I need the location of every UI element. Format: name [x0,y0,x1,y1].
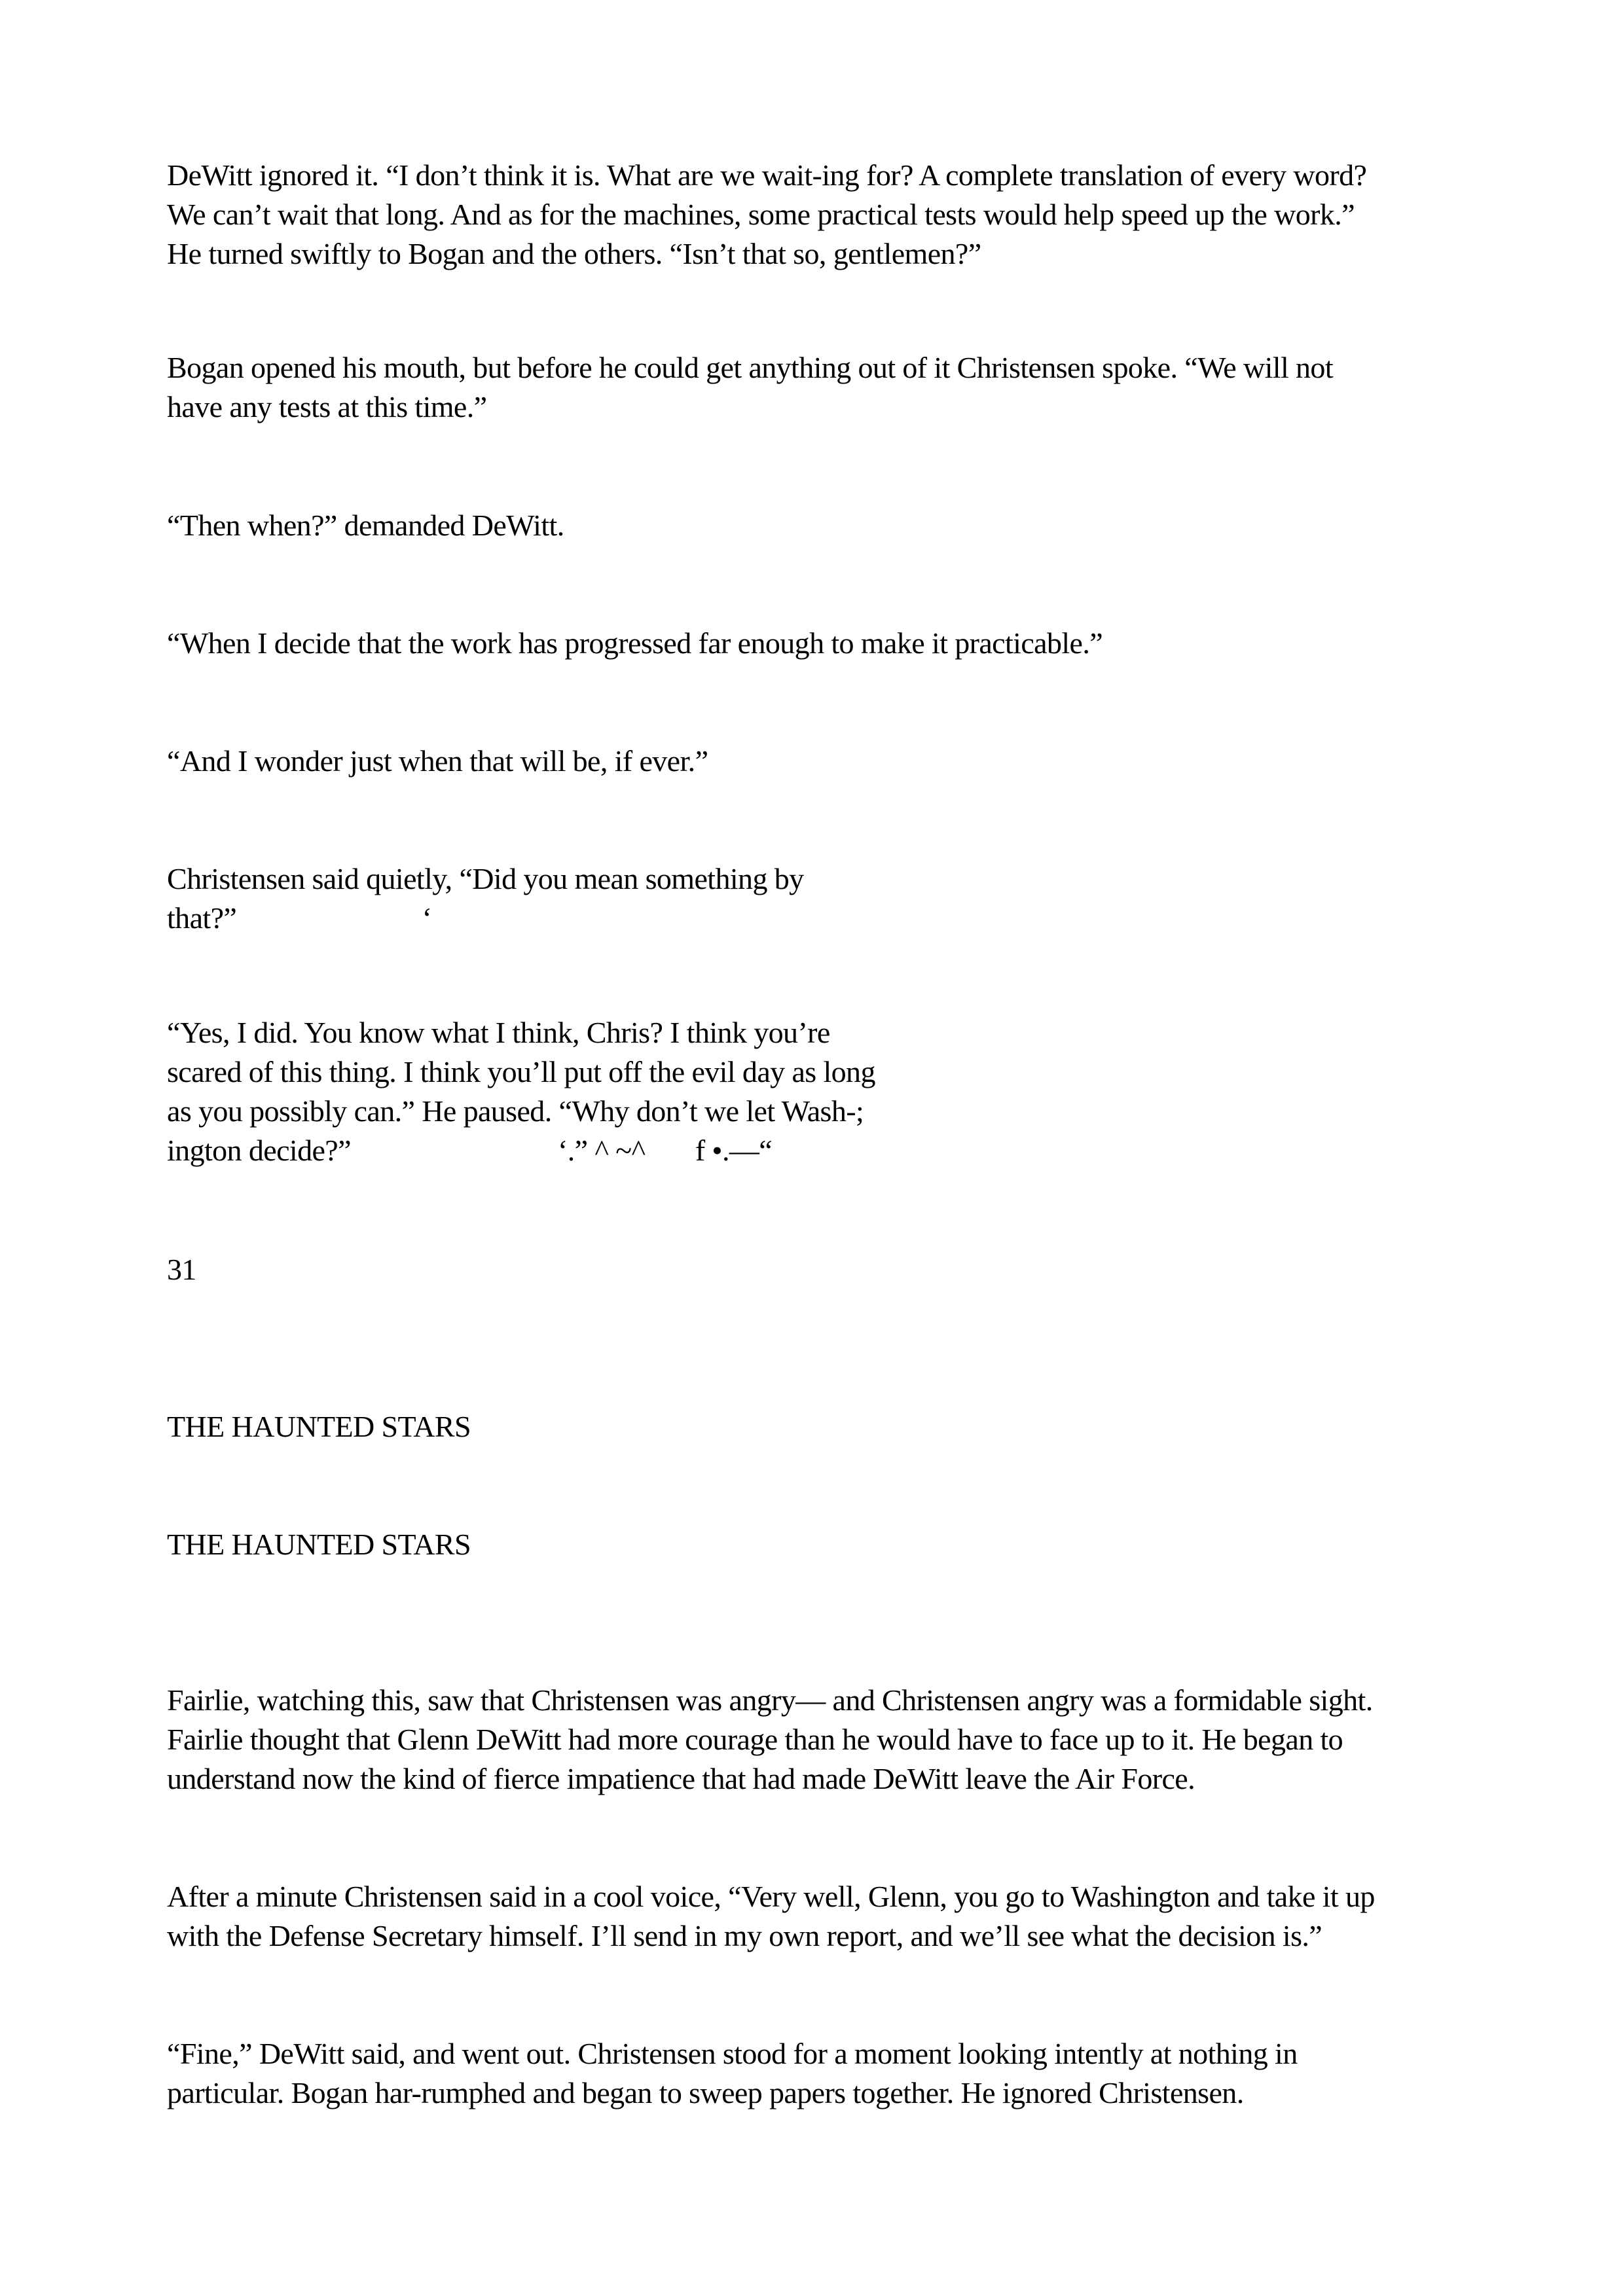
text-line: DeWitt ignored it. “I don’t think it is. What are we wait-ing for? A complete translation of every word? [167,158,1367,192]
text-line: Fairlie thought that Glenn DeWitt had more courage than he would have to face up to it. He began to [167,1723,1343,1756]
paragraph-fine-dewitt-said [167,2034,1298,2113]
paragraph-yes-i-did [167,1013,875,1170]
text-line: “When I decide that the work has progressed far enough to make it practicable.” [167,626,1103,660]
text-line: After a minute Christensen said in a cool voice, “Very well, Glenn, you go to Washington and take it up [167,1880,1375,1913]
text-line: Fairlie, watching this, saw that Christensen was angry— and Christensen angry was a formidable sight. [167,1683,1373,1717]
paragraph-bogan-opened [167,348,1333,427]
text-line: We can’t wait that long. And as for the machines, some practical tests would help speed up the work.” [167,198,1355,231]
text-line: THE HAUNTED STARS [167,1528,471,1561]
text-line: as you possibly can.” He paused. “Why don’t we let Wash-; [167,1094,864,1128]
text-line: “And I wonder just when that will be, if ever.” [167,744,708,778]
text-line: particular. Bogan har-rumphed and began to sweep papers together. He ignored Christensen. [167,2076,1244,2109]
text-line: scared of this thing. I think you’ll put off the evil day as long [167,1055,875,1088]
text-line: He turned swiftly to Bogan and the others. “Isn’t that so, gentlemen?” [167,237,981,270]
text-line: understand now the kind of fierce impatience that had made DeWitt leave the Air Force. [167,1762,1195,1795]
paragraph-when-i-decide [167,624,1103,663]
text-line: with the Defense Secretary himself. I’ll send in my own report, and we’ll see what the decision is.” [167,1919,1322,1952]
text-line: Christensen said quietly, “Did you mean something by [167,862,804,895]
paragraph-dewitt-ignored [167,156,1366,274]
text-line: ington decide?” ‘.” ^ ~^ f •.—“ [167,1134,773,1167]
running-header [167,1525,471,1564]
text-line: Bogan opened his mouth, but before he could get anything out of it Christensen spoke. “We will not [167,351,1333,384]
paragraph-then-when [167,506,564,545]
text-line: THE HAUNTED STARS [167,1410,471,1443]
text-line: “Then when?” demanded DeWitt. [167,509,564,542]
paragraph-after-a-minute [167,1877,1375,1956]
page-number [167,1250,196,1289]
paragraph-fairlie-watching [167,1681,1373,1799]
text-line: that?” ‘ [167,901,432,935]
text-line: have any tests at this time.” [167,390,487,423]
running-header [167,1407,471,1446]
text-line: 31 [167,1253,196,1286]
text-line: “Yes, I did. You know what I think, Chris? I think you’re [167,1016,830,1049]
text-line: “Fine,” DeWitt said, and went out. Christensen stood for a moment looking intently at nothing in [167,2037,1298,2070]
paragraph-christensen-quietly [167,859,804,938]
paragraph-and-i-wonder [167,742,708,781]
